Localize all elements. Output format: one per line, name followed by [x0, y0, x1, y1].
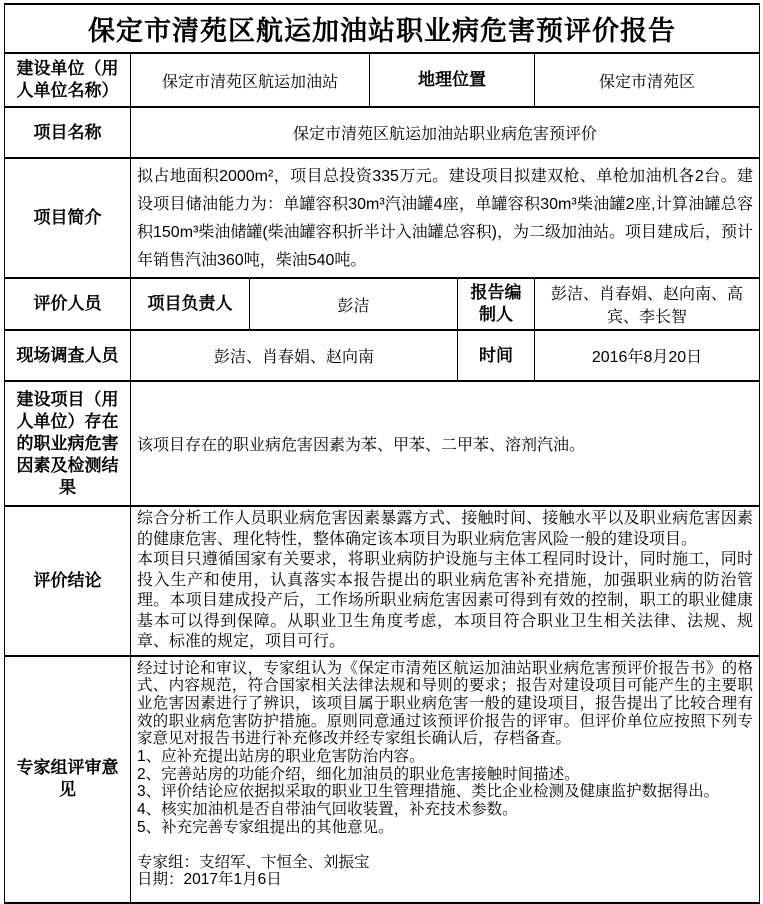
title-row [5, 4, 760, 53]
page-title: 保定市清苑区航运加油站职业病危害预评价报告 [5, 4, 760, 53]
expert-review-item-5: 5、补充完善专家组提出的其他意见。 [137, 818, 394, 836]
project-leader-label: 项目负责人 [131, 278, 250, 330]
project-leader-name: 彭洁 [250, 278, 458, 330]
expert-review-item-4: 4、核实加油机是否自带油气回收装置，补充技术参数。 [137, 801, 518, 819]
row-project-name [5, 107, 760, 158]
construction-unit-label: 建设单位（用人单位名称） [5, 53, 131, 107]
hazard-factors-value: 该项目存在的职业病危害因素为苯、甲苯、二甲苯、溶剂汽油。 [131, 381, 760, 506]
evaluators-label: 评价人员 [5, 278, 131, 330]
report-table [4, 3, 760, 904]
expert-review-item-3: 3、评价结论应依据拟采取的职业卫生管理措施、类比企业检测及健康监护数据得出。 [137, 783, 720, 801]
expert-review-item-1: 1、应补充提出站房的职业危害防治内容。 [137, 748, 425, 766]
row-evaluators [5, 278, 760, 330]
conclusion-paragraph-1: 综合分析工作人员职业病危害因素暴露方式、接触时间、接触水平以及职业病危害因素的健康危害、理化特性，整体确定该本项目为职业病危害风险一般的建设项目。 [137, 510, 753, 548]
expert-review-paragraph: 经过讨论和审议，专家组认为《保定市清苑区航运加油站职业病危害预评价报告书》的格式、内容规范，符合国家相关法律法规和导则的要求；报告对建设项目可能产生的主要职业危害因素进行了辨识，该项目属于职业病危害一般的建设项目，报告提出了比较合理有效的职业病危害防护措施。原则同意通过该预评价报告的评审。但评价单位应按照下列专家意见对报告书进行补充修改并经专家组长确认后，存档备查。 [137, 659, 753, 748]
row-expert-review [5, 656, 760, 903]
project-intro-label: 项目简介 [5, 158, 131, 278]
expert-review-text [131, 656, 760, 903]
row-construction-unit [5, 53, 760, 107]
expert-review-date: 日期：2017年1月6日 [137, 871, 282, 889]
survey-time-label: 时间 [458, 330, 535, 381]
expert-review-label: 专家组评审意见 [5, 656, 131, 903]
row-hazard-factors [5, 381, 760, 506]
geo-location-label: 地理位置 [370, 53, 535, 107]
report-compilers-names: 彭洁、肖春娟、赵向南、高宾、李长智 [535, 278, 760, 330]
construction-unit-value: 保定市清苑区航运加油站 [131, 53, 370, 107]
project-name-label: 项目名称 [5, 107, 131, 158]
row-site-survey [5, 330, 760, 381]
conclusion-paragraph-2: 本项目只遵循国家有关要求，将职业病防护设施与主体工程同时设计，同时施工，同时投入生产和使用，认真落实本报告提出的职业病危害补充措施，加强职业病的防治管理。本项目建成投产后，工作场所职业病危害因素可得到有效的控制，职工的职业健康基本可以得到保障。从职业卫生角度考虑，本项目符合职业卫生相关法律、法规、规章、标准的规定，项目可行。 [137, 551, 753, 650]
row-conclusion [5, 506, 760, 656]
report-compilers-label: 报告编制人 [458, 278, 535, 330]
survey-time-value: 2016年8月20日 [535, 330, 760, 381]
expert-group-names: 专家组：支绍军、卞恒全、刘振宝 [137, 853, 370, 871]
hazard-factors-label: 建设项目（用人单位）存在的职业病危害因素及检测结果 [5, 381, 131, 506]
geo-location-value: 保定市清苑区 [535, 53, 760, 107]
site-survey-label: 现场调查人员 [5, 330, 131, 381]
conclusion-label: 评价结论 [5, 506, 131, 656]
row-project-intro [5, 158, 760, 278]
project-name-value: 保定市清苑区航运加油站职业病危害预评价 [131, 107, 760, 158]
expert-review-item-2: 2、完善站房的功能介绍，细化加油员的职业危害接触时间描述。 [137, 765, 580, 783]
site-survey-names: 彭洁、肖春娟、赵向南 [131, 330, 458, 381]
conclusion-text [131, 506, 760, 656]
project-intro-value: 拟占地面积2000m²，项目总投资335万元。建设项目拟建双枪、单枪加油机各2台。建设项目储油能力为：单罐容积30m³汽油罐4座，单罐容积30m³柴油罐2座,计算油罐总容积150m³柴油储罐(柴油罐容积折半计入油罐总容积)，为二级加油站。项目建成后，预计年销售汽油360吨，柴油540吨。 [131, 158, 760, 278]
